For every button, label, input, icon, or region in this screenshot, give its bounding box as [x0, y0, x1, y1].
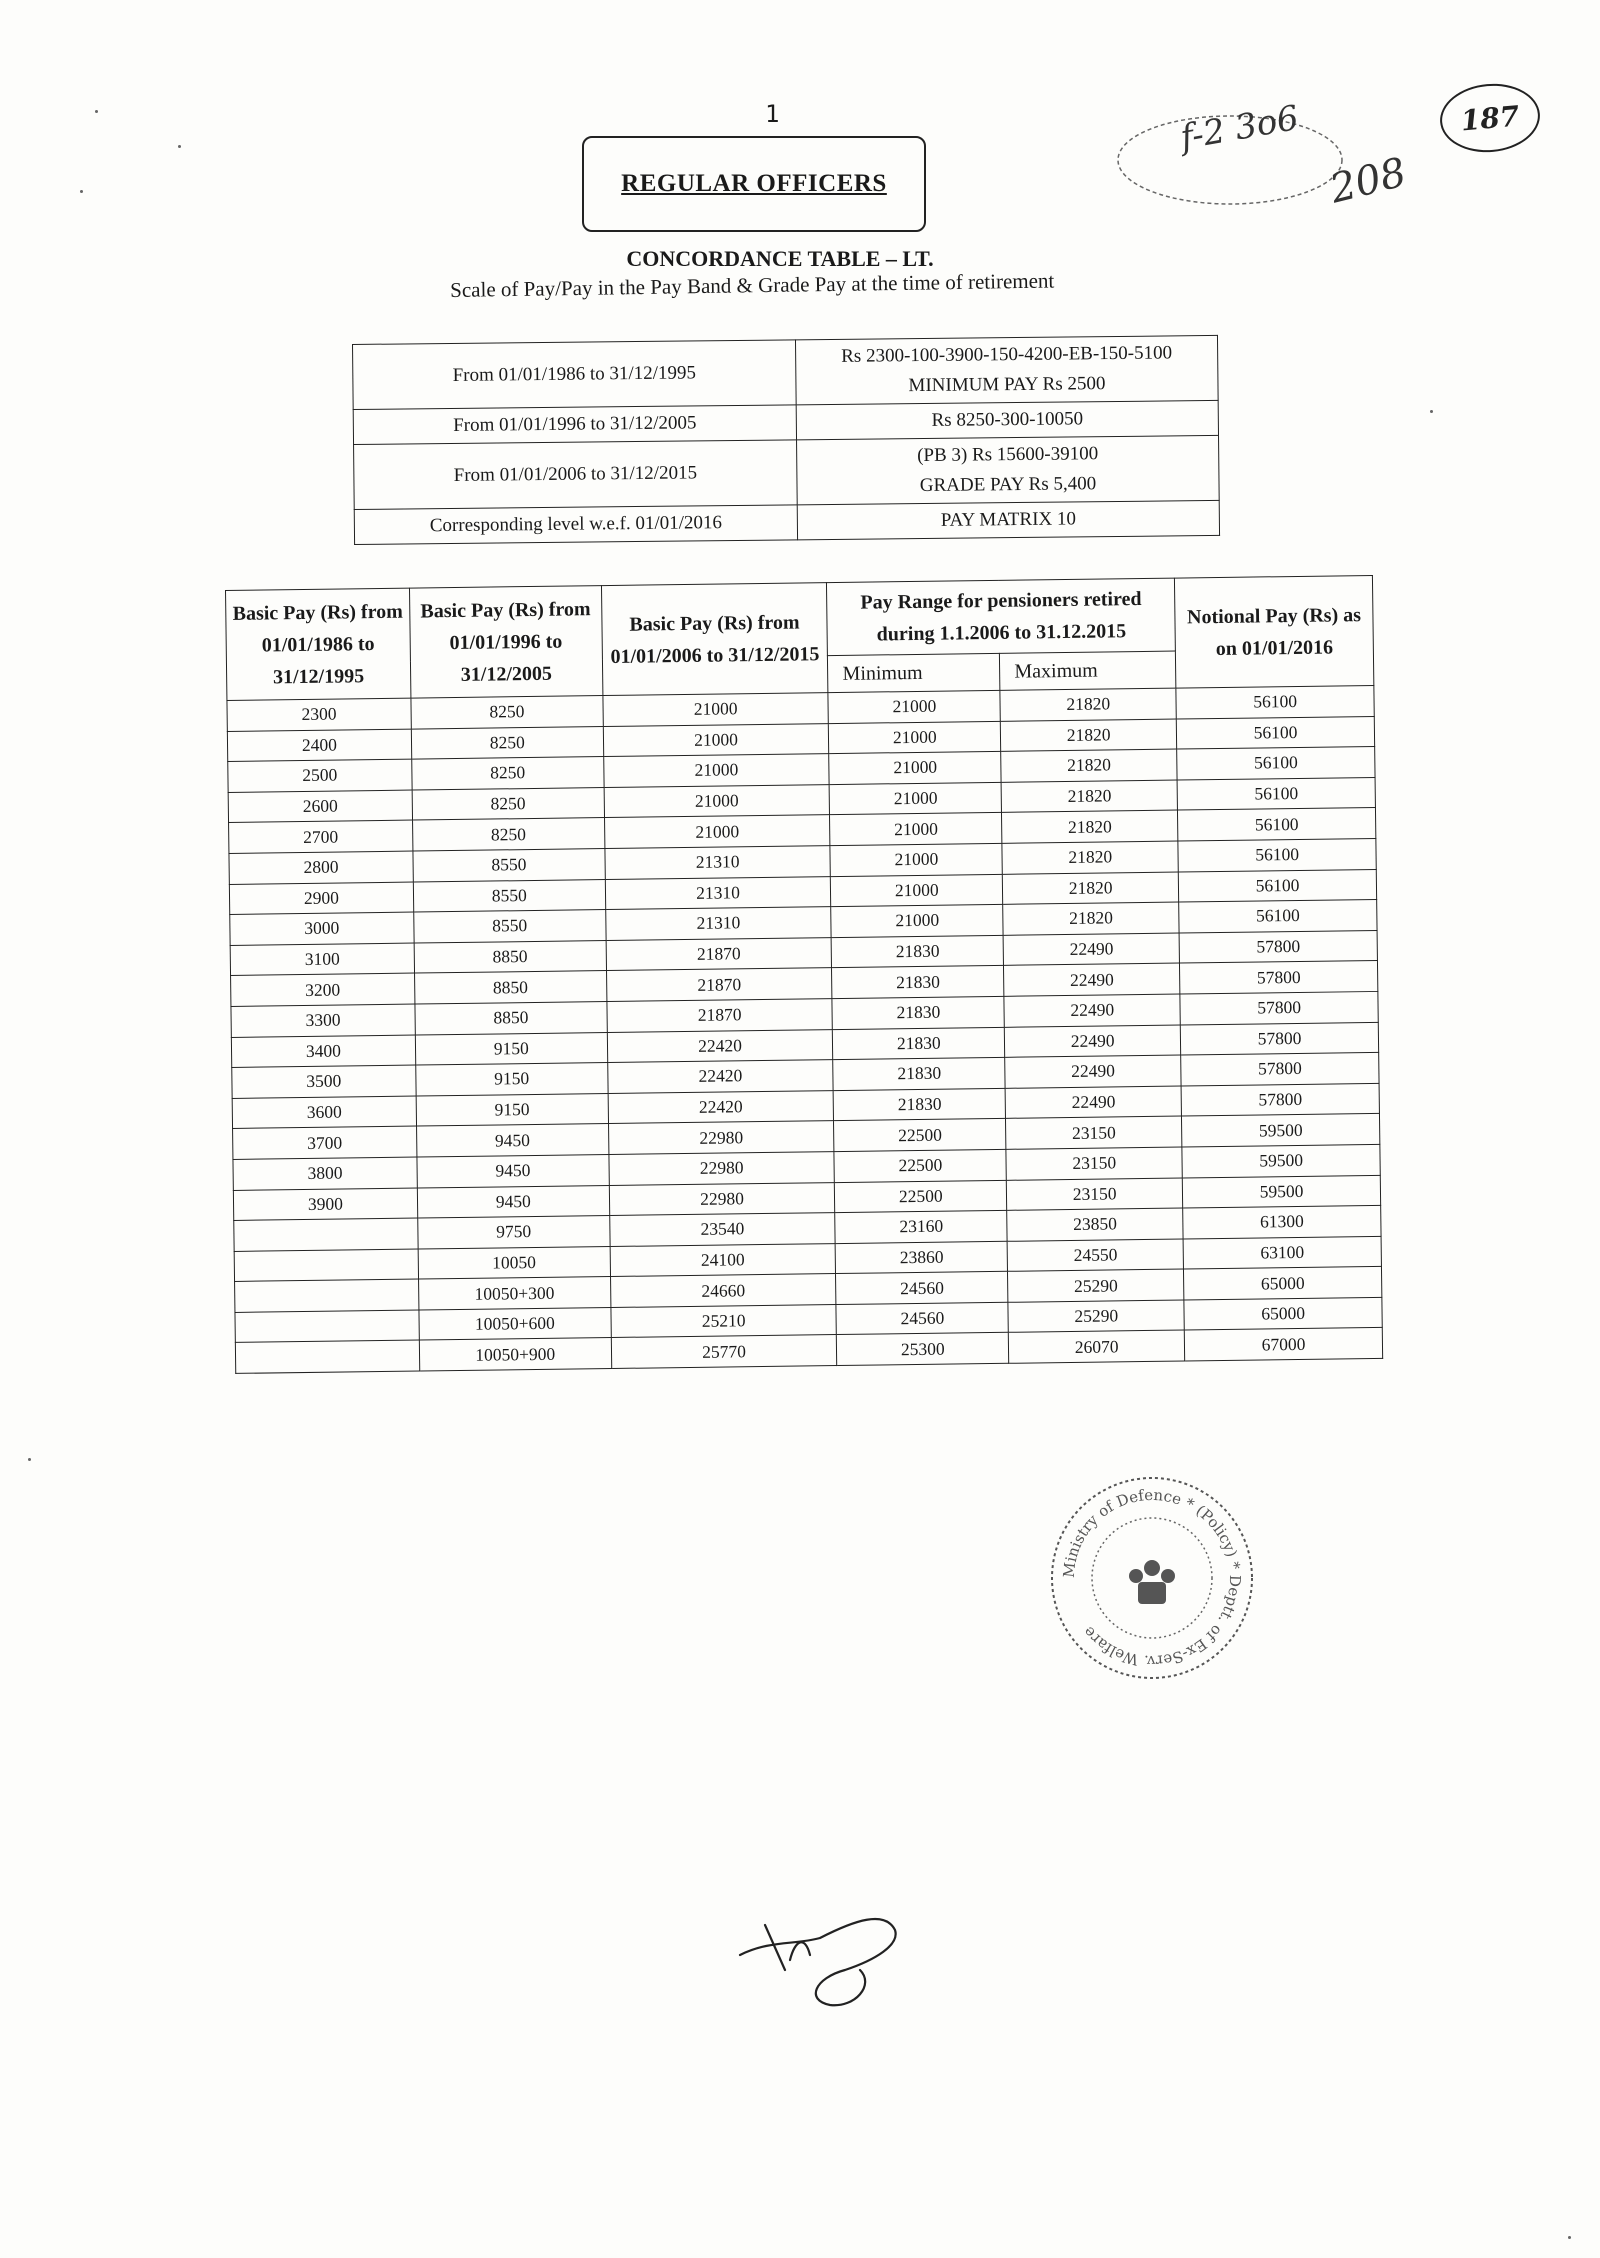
cell-basic-pay-1986: 3600 [232, 1096, 416, 1129]
cell-basic-pay-1986 [235, 1310, 419, 1343]
cell-notional-pay: 56100 [1177, 777, 1375, 810]
cell-basic-pay-1986: 3100 [230, 943, 414, 976]
cell-minimum: 21000 [830, 782, 1002, 815]
cell-notional-pay: 57800 [1180, 961, 1378, 994]
scan-speck [1430, 410, 1433, 413]
cell-minimum: 22500 [835, 1180, 1007, 1213]
cell-minimum: 21000 [830, 813, 1002, 846]
cell-basic-pay-1996: 9450 [417, 1154, 609, 1187]
cell-basic-pay-2006: 22980 [609, 1182, 835, 1216]
cell-basic-pay-1996: 8250 [412, 757, 604, 790]
header-basic-pay-1986: Basic Pay (Rs) from 01/01/1986 to 31/12/1995 [226, 588, 411, 700]
cell-basic-pay-2006: 21870 [606, 968, 832, 1002]
cell-basic-pay-1996: 10050+600 [419, 1307, 611, 1340]
cell-maximum: 21820 [1000, 688, 1176, 721]
cell-maximum: 23150 [1007, 1178, 1183, 1211]
cell-basic-pay-1986 [234, 1249, 418, 1282]
scan-speck [80, 190, 83, 193]
cell-minimum: 21000 [831, 874, 1003, 907]
scale-of-pay-table [352, 335, 1220, 545]
cell-notional-pay: 56100 [1176, 716, 1374, 749]
cell-basic-pay-2006: 21000 [604, 815, 830, 849]
cell-maximum: 25290 [1008, 1300, 1184, 1333]
scale-value [796, 400, 1218, 439]
scale-value [797, 435, 1220, 504]
cell-basic-pay-1986: 2500 [228, 759, 412, 792]
cell-basic-pay-1996: 8250 [411, 696, 603, 729]
cell-minimum: 23860 [836, 1241, 1008, 1274]
cell-basic-pay-1986: 2700 [229, 820, 413, 853]
cell-maximum: 21820 [1003, 872, 1179, 905]
circled-page-number [1437, 80, 1543, 156]
cell-basic-pay-2006: 21000 [603, 693, 829, 727]
cell-maximum: 23150 [1006, 1116, 1182, 1149]
cell-minimum: 21830 [832, 996, 1004, 1029]
cell-basic-pay-2006: 25210 [611, 1304, 837, 1338]
cell-basic-pay-1996: 8550 [413, 879, 605, 912]
cell-maximum: 21820 [1001, 719, 1177, 752]
header-maximum: Maximum [1000, 651, 1176, 690]
cell-notional-pay: 57800 [1180, 1022, 1378, 1055]
cell-basic-pay-2006: 21870 [607, 999, 833, 1033]
cell-maximum: 21820 [1001, 780, 1177, 813]
cell-basic-pay-2006: 21310 [605, 907, 831, 941]
cell-notional-pay: 56100 [1178, 838, 1376, 871]
scale-period: From 01/01/1986 to 31/12/1995 [353, 340, 797, 410]
cell-basic-pay-1986: 3800 [233, 1157, 417, 1190]
scale-period: From 01/01/1996 to 31/12/2005 [353, 405, 796, 445]
cell-minimum: 22500 [834, 1119, 1006, 1152]
cell-basic-pay-1996: 8250 [412, 818, 604, 851]
cell-minimum: 24560 [836, 1302, 1008, 1335]
cell-maximum: 23850 [1007, 1208, 1183, 1241]
cell-notional-pay: 59500 [1182, 1144, 1380, 1177]
cell-notional-pay: 56100 [1176, 685, 1374, 718]
cell-basic-pay-2006: 22420 [607, 1029, 833, 1063]
cell-basic-pay-1986 [235, 1340, 419, 1373]
document-subtitle: CONCORDANCE TABLE – LT. [626, 246, 934, 271]
cell-basic-pay-2006: 21000 [603, 723, 829, 757]
cell-maximum: 22490 [1005, 1086, 1181, 1119]
cell-basic-pay-1986: 3400 [231, 1035, 415, 1068]
signature [735, 1900, 905, 2020]
cell-basic-pay-2006: 24660 [610, 1274, 836, 1308]
cell-basic-pay-1996: 10050 [418, 1246, 610, 1279]
scale-period: Corresponding level w.e.f. 01/01/2016 [354, 505, 797, 545]
cell-basic-pay-1986: 2600 [228, 790, 412, 823]
header-pay-range: Pay Range for pensioners retired during 1.1.2006 to 31.12.2015 [827, 578, 1176, 656]
cell-notional-pay: 65000 [1184, 1267, 1382, 1300]
cell-notional-pay: 56100 [1179, 900, 1377, 933]
handwritten-number: 208 [1325, 149, 1411, 213]
cell-basic-pay-2006: 22420 [608, 1090, 834, 1124]
seal-emblem [1129, 1560, 1175, 1604]
cell-notional-pay: 67000 [1184, 1328, 1382, 1361]
scan-speck [178, 145, 181, 148]
cell-basic-pay-2006: 21310 [605, 876, 831, 910]
cell-basic-pay-1996: 10050+900 [419, 1338, 611, 1371]
cell-basic-pay-1996: 9450 [416, 1124, 608, 1157]
table-body [227, 685, 1383, 1373]
title-box [582, 136, 926, 232]
cell-minimum: 21000 [830, 843, 1002, 876]
scale-value-line: Rs 2300-100-3900-150-4200-EB-150-5100 [841, 342, 1173, 367]
cell-minimum: 21830 [833, 1027, 1005, 1060]
cell-basic-pay-1996: 9450 [417, 1185, 609, 1218]
cell-notional-pay: 59500 [1182, 1175, 1380, 1208]
cell-minimum: 21000 [831, 904, 1003, 937]
cell-maximum: 21820 [1002, 810, 1178, 843]
cell-minimum: 21830 [834, 1088, 1006, 1121]
seal-text: Ministry of Defence * (Policy) * Deptt. of Ex-Serv. Welfare [1059, 1485, 1245, 1671]
cell-basic-pay-2006: 21000 [604, 784, 830, 818]
cell-basic-pay-1986: 3900 [233, 1188, 417, 1221]
cell-basic-pay-1996: 10050+300 [418, 1277, 610, 1310]
cell-maximum: 21820 [1003, 902, 1179, 935]
cell-basic-pay-1986 [234, 1218, 418, 1251]
cell-notional-pay: 65000 [1184, 1297, 1382, 1330]
cell-maximum: 22490 [1005, 1025, 1181, 1058]
scale-value [795, 335, 1218, 404]
cell-minimum: 21830 [833, 1057, 1005, 1090]
svg-text:Ministry of Defence * (Policy) [1060, 1486, 1244, 1670]
cell-notional-pay: 63100 [1183, 1236, 1381, 1269]
cell-notional-pay: 57800 [1179, 930, 1377, 963]
handwritten-note: f-2 3o6 [1177, 97, 1302, 159]
concordance-table [225, 575, 1383, 1374]
cell-basic-pay-1996: 9150 [416, 1093, 608, 1126]
cell-maximum: 21820 [1002, 841, 1178, 874]
cell-basic-pay-1986: 2800 [229, 851, 413, 884]
cell-basic-pay-2006: 22980 [609, 1151, 835, 1185]
cell-notional-pay: 57800 [1180, 991, 1378, 1024]
cell-minimum: 21830 [832, 966, 1004, 999]
cell-minimum: 24560 [836, 1272, 1008, 1305]
cell-basic-pay-1986: 3000 [230, 912, 414, 945]
scan-speck [95, 110, 98, 113]
cell-maximum: 24550 [1007, 1239, 1183, 1272]
cell-basic-pay-1996: 8850 [415, 1001, 607, 1034]
cell-basic-pay-2006: 23540 [609, 1213, 835, 1247]
cell-basic-pay-1986: 3700 [233, 1126, 417, 1159]
cell-maximum: 22490 [1005, 1055, 1181, 1088]
cell-basic-pay-2006: 22980 [608, 1121, 834, 1155]
cell-notional-pay: 56100 [1178, 869, 1376, 902]
cell-basic-pay-1996: 8250 [412, 787, 604, 820]
scale-value-line: (PB 3) Rs 15600-39100 [917, 443, 1099, 467]
header-basic-pay-1996: Basic Pay (Rs) from 01/01/1996 to 31/12/2005 [409, 586, 602, 699]
cell-minimum: 23160 [835, 1210, 1007, 1243]
official-seal [1042, 1468, 1262, 1688]
scan-speck [1568, 2236, 1571, 2239]
cell-basic-pay-1986: 3500 [232, 1065, 416, 1098]
cell-basic-pay-1996: 8250 [411, 726, 603, 759]
scale-value-line: MINIMUM PAY Rs 2500 [908, 373, 1106, 397]
cell-basic-pay-2006: 24100 [610, 1243, 836, 1277]
cell-basic-pay-2006: 21310 [605, 846, 831, 880]
scale-value-line: Rs 8250-300-10050 [931, 408, 1084, 431]
cell-basic-pay-1996: 8850 [414, 940, 606, 973]
document-caption: Scale of Pay/Pay in the Pay Band & Grade Pay at the time of retirement [450, 268, 1055, 302]
cell-minimum: 21000 [829, 721, 1001, 754]
cell-maximum: 21820 [1001, 749, 1177, 782]
cell-basic-pay-1996: 8550 [414, 910, 606, 943]
cell-maximum: 22490 [1003, 933, 1179, 966]
cell-basic-pay-1986: 3200 [231, 973, 415, 1006]
cell-maximum: 26070 [1009, 1330, 1185, 1363]
cell-minimum: 21000 [828, 690, 1000, 723]
cell-notional-pay: 61300 [1183, 1206, 1381, 1239]
cell-basic-pay-1986: 3300 [231, 1004, 415, 1037]
cell-basic-pay-1986: 2300 [227, 698, 411, 731]
cell-notional-pay: 57800 [1181, 1053, 1379, 1086]
cell-maximum: 23150 [1006, 1147, 1182, 1180]
scale-row [353, 335, 1219, 409]
cell-basic-pay-2006: 22420 [607, 1060, 833, 1094]
scale-period: From 01/01/2006 to 31/12/2015 [354, 440, 798, 510]
cell-maximum: 22490 [1004, 994, 1180, 1027]
cell-basic-pay-2006: 25770 [611, 1335, 837, 1369]
cell-maximum: 25290 [1008, 1269, 1184, 1302]
circled-number-text: 187 [1459, 99, 1521, 137]
header-basic-pay-2006: Basic Pay (Rs) from 01/01/2006 to 31/12/2015 [601, 583, 828, 696]
cell-minimum: 22500 [834, 1149, 1006, 1182]
cell-basic-pay-1986 [235, 1279, 419, 1312]
cell-minimum: 21830 [832, 935, 1004, 968]
header-notional-pay: Notional Pay (Rs) as on 01/01/2016 [1175, 575, 1374, 688]
cell-basic-pay-2006: 21000 [603, 754, 829, 788]
cell-minimum: 21000 [829, 752, 1001, 785]
cell-notional-pay: 56100 [1177, 747, 1375, 780]
cell-basic-pay-1986: 2400 [227, 729, 411, 762]
cell-basic-pay-1996: 8550 [413, 849, 605, 882]
cell-notional-pay: 56100 [1178, 808, 1376, 841]
cell-basic-pay-1996: 9750 [418, 1216, 610, 1249]
cell-basic-pay-1986: 2900 [229, 882, 413, 915]
page-number: 1 [765, 100, 780, 128]
cell-minimum: 25300 [837, 1333, 1009, 1366]
cell-notional-pay: 57800 [1181, 1083, 1379, 1116]
scale-value [797, 500, 1219, 539]
table-header-row [226, 575, 1374, 663]
cell-basic-pay-1996: 8850 [414, 971, 606, 1004]
scale-value-line: GRADE PAY Rs 5,400 [919, 473, 1097, 497]
scan-speck [28, 1458, 31, 1461]
document-title: REGULAR OFFICERS [621, 170, 887, 197]
cell-basic-pay-1996: 9150 [416, 1063, 608, 1096]
header-minimum: Minimum [828, 653, 1000, 692]
scale-row [354, 435, 1220, 509]
cell-maximum: 22490 [1004, 963, 1180, 996]
scale-value-line: PAY MATRIX 10 [940, 508, 1077, 531]
cell-basic-pay-1996: 9150 [415, 1032, 607, 1065]
cell-notional-pay: 59500 [1182, 1114, 1380, 1147]
cell-basic-pay-2006: 21870 [606, 937, 832, 971]
